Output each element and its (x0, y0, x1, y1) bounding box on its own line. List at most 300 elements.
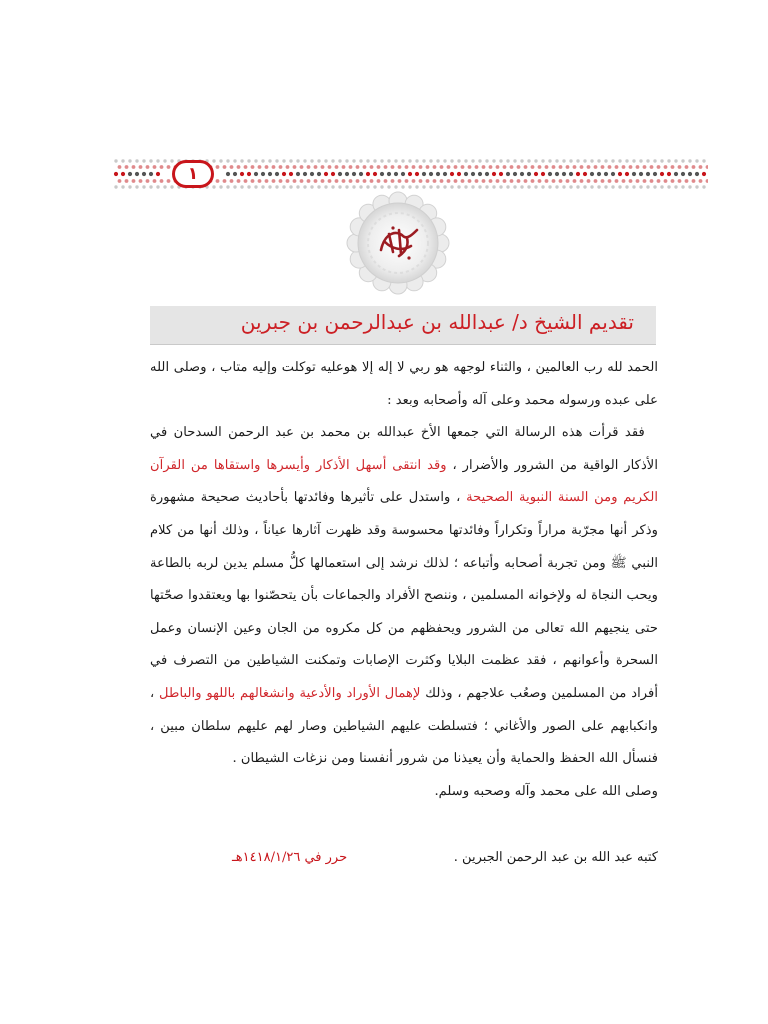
decorative-dot (527, 159, 530, 162)
decorative-dot (296, 185, 299, 188)
decorative-dot (695, 185, 698, 188)
decorative-dot (499, 185, 502, 188)
decorative-dot (254, 172, 258, 176)
decorative-dot (555, 159, 558, 162)
decorative-dot (293, 165, 297, 169)
decorative-dot (688, 159, 691, 162)
decorative-dot (681, 172, 685, 176)
decorative-dot (632, 159, 635, 162)
decorative-dot (261, 185, 264, 188)
decorative-dot (622, 165, 626, 169)
decorative-dot (545, 179, 549, 183)
decorative-dot (625, 159, 628, 162)
decorative-dot (534, 159, 537, 162)
decorative-dot (604, 185, 607, 188)
decorative-dot (293, 179, 297, 183)
decorative-dot (503, 179, 507, 183)
decorative-dot (576, 172, 580, 176)
decorative-dot (541, 185, 544, 188)
decorative-dot (370, 165, 374, 169)
decorative-dot (415, 159, 418, 162)
decorative-dot (317, 159, 320, 162)
decorative-dot (398, 179, 402, 183)
decorative-dot (429, 159, 432, 162)
decorative-dot (699, 179, 703, 183)
decorative-dot (604, 159, 607, 162)
decorative-dot (373, 172, 377, 176)
decorative-dot (219, 185, 222, 188)
decorative-dot (247, 185, 250, 188)
decorative-dot (618, 172, 622, 176)
decorative-dot (485, 159, 488, 162)
decorative-dot (135, 172, 139, 176)
decorative-dot (391, 165, 395, 169)
decorative-dot (303, 172, 307, 176)
decorative-dot (422, 159, 425, 162)
decorative-dot (506, 172, 510, 176)
decorative-dot (384, 165, 388, 169)
decorative-dot (436, 159, 439, 162)
decorative-dot (359, 159, 362, 162)
decorative-dot (223, 165, 227, 169)
decorative-dot (527, 185, 530, 188)
decorative-dot (636, 179, 640, 183)
decorative-dot (548, 159, 551, 162)
decorative-dot (331, 185, 334, 188)
decorative-dot (114, 159, 117, 162)
decorative-dot (387, 185, 390, 188)
decorative-dot (454, 165, 458, 169)
decorative-dot (447, 165, 451, 169)
decorative-dot (702, 185, 705, 188)
decorative-dot (363, 165, 367, 169)
decorative-dot (230, 165, 234, 169)
decorative-dot (531, 179, 535, 183)
decorative-dot (121, 159, 124, 162)
decorative-dot (482, 165, 486, 169)
decorative-dot (125, 179, 129, 183)
decorative-dot (678, 179, 682, 183)
decorative-dot (272, 165, 276, 169)
decorative-dot (226, 172, 230, 176)
decorative-dot (541, 172, 545, 176)
decorative-dot (328, 179, 332, 183)
decorative-dot (135, 159, 138, 162)
decorative-dot (594, 165, 598, 169)
decorative-dot (471, 185, 474, 188)
decorative-dot (331, 172, 335, 176)
decorative-dot (545, 165, 549, 169)
decorative-dot (562, 159, 565, 162)
decorative-dot (275, 172, 279, 176)
decorative-dot (223, 179, 227, 183)
decorative-dot (520, 159, 523, 162)
foreword-body (150, 352, 658, 808)
decorative-dot (706, 179, 708, 183)
decorative-dot (513, 172, 517, 176)
decorative-dot (580, 179, 584, 183)
decorative-dot (552, 179, 556, 183)
decorative-dot (643, 179, 647, 183)
decorative-dot (380, 185, 383, 188)
decorative-dot (653, 185, 656, 188)
decorative-dot (216, 165, 220, 169)
decorative-dot (146, 165, 150, 169)
decorative-dot (678, 165, 682, 169)
decorative-dot (328, 165, 332, 169)
decorative-dot (121, 185, 124, 188)
decorative-dot (527, 172, 531, 176)
decorative-dot (475, 179, 479, 183)
decorative-dot (674, 172, 678, 176)
decorative-dot (489, 179, 493, 183)
decorative-dot (338, 159, 341, 162)
decorative-dot (436, 172, 440, 176)
decorative-dot (601, 165, 605, 169)
decorative-dot (321, 179, 325, 183)
decorative-dot (622, 179, 626, 183)
decorative-dot (506, 185, 509, 188)
decorative-dot (387, 172, 391, 176)
decorative-dot (412, 179, 416, 183)
decorative-dot (118, 179, 122, 183)
decorative-dot (394, 185, 397, 188)
decorative-dot (237, 165, 241, 169)
decorative-dot (356, 165, 360, 169)
decorative-dot (706, 165, 708, 169)
decorative-dot (401, 172, 405, 176)
decorative-dot (352, 159, 355, 162)
decorative-dot (569, 159, 572, 162)
decorative-dot (132, 179, 136, 183)
decorative-dot (464, 185, 467, 188)
decorative-dot (573, 179, 577, 183)
decorative-dot (258, 179, 262, 183)
decorative-dot (440, 165, 444, 169)
decorative-dot (230, 179, 234, 183)
decorative-dot (408, 159, 411, 162)
decorative-dot (415, 172, 419, 176)
decorative-dot (548, 172, 552, 176)
decorative-dot (667, 172, 671, 176)
decorative-dot (422, 185, 425, 188)
decorative-dot (538, 179, 542, 183)
decorative-dot (261, 172, 265, 176)
decorative-dot (275, 185, 278, 188)
decorative-dot (415, 185, 418, 188)
decorative-dot (674, 185, 677, 188)
decorative-dot (597, 185, 600, 188)
decorative-dot (384, 179, 388, 183)
decorative-dot (237, 179, 241, 183)
decorative-dot (692, 179, 696, 183)
decorative-dot (695, 159, 698, 162)
decorative-dot (636, 165, 640, 169)
decorative-dot (156, 159, 159, 162)
decorative-dot (653, 159, 656, 162)
decorative-dot (118, 165, 122, 169)
decorative-dot (244, 165, 248, 169)
decorative-dot (601, 179, 605, 183)
decorative-dot (443, 159, 446, 162)
decorative-dot (265, 179, 269, 183)
decorative-dot (524, 165, 528, 169)
decorative-dot (212, 185, 215, 188)
decorative-dot (142, 159, 145, 162)
decorative-dot (170, 185, 173, 188)
decorative-dot (135, 185, 138, 188)
decorative-dot (436, 185, 439, 188)
decorative-dot (664, 179, 668, 183)
decorative-dot (576, 159, 579, 162)
decorative-dot (695, 172, 699, 176)
decorative-dot (660, 159, 663, 162)
decorative-dot (615, 179, 619, 183)
decorative-dot (478, 185, 481, 188)
decorative-dot (485, 172, 489, 176)
decorative-dot (611, 185, 614, 188)
decorative-dot (608, 165, 612, 169)
decorative-dot (650, 179, 654, 183)
decorative-dot (366, 172, 370, 176)
decorative-dot (307, 165, 311, 169)
decorative-dot (338, 185, 341, 188)
decorative-dot (562, 185, 565, 188)
decorative-dot (625, 185, 628, 188)
decorative-dot (233, 159, 236, 162)
decorative-dot (345, 172, 349, 176)
decorative-dot (338, 172, 342, 176)
decorative-dot (426, 165, 430, 169)
decorative-dot (667, 185, 670, 188)
decorative-dot (387, 159, 390, 162)
decorative-dot (471, 172, 475, 176)
decorative-dot (681, 185, 684, 188)
decorative-dot (128, 172, 132, 176)
decorative-dot (139, 179, 143, 183)
decorative-dot (646, 159, 649, 162)
decorative-dot (160, 179, 164, 183)
decorative-dot (580, 165, 584, 169)
decorative-dot (314, 165, 318, 169)
decorative-dot (671, 165, 675, 169)
decorative-dot (597, 172, 601, 176)
decorative-dot (548, 185, 551, 188)
decorative-dot (629, 179, 633, 183)
decorative-dot (482, 179, 486, 183)
decorative-dot (317, 172, 321, 176)
decorative-dot (583, 172, 587, 176)
decorative-dot (604, 172, 608, 176)
decorative-dot (268, 159, 271, 162)
decorative-dot (485, 185, 488, 188)
decorative-dot (153, 179, 157, 183)
decorative-dot (492, 185, 495, 188)
paragraph-text: ، وانكبابهم على الصور والأغاني ؛ فتسلطت عليهم الشياطين وصار لهم عليهم سلطان مبين ، فنسأل الله الحفظ والحماية وأن يعيذنا من شرور أنفسنا ومن نزغات الشيطان . (150, 685, 658, 767)
decorative-dot (559, 165, 563, 169)
decorative-dot (471, 159, 474, 162)
decorative-dot (618, 159, 621, 162)
decorative-dot (632, 172, 636, 176)
decorative-dot (510, 165, 514, 169)
decorative-dot (653, 172, 657, 176)
decorative-dot (394, 172, 398, 176)
decorative-dot (443, 185, 446, 188)
decorative-dot (282, 172, 286, 176)
decorative-dot (342, 165, 346, 169)
decorative-dot (394, 159, 397, 162)
decorative-dot (352, 172, 356, 176)
decorative-dot (443, 172, 447, 176)
decorative-dot (639, 159, 642, 162)
decorative-dot (531, 165, 535, 169)
decorative-dot (356, 179, 360, 183)
decorative-dot (566, 165, 570, 169)
decorative-dot (359, 185, 362, 188)
closing-salutation: وصلى الله على محمد وآله وصحبه وسلم. (434, 783, 658, 799)
decorative-dot (370, 179, 374, 183)
decorative-dot (587, 179, 591, 183)
decorative-dot (419, 165, 423, 169)
decorative-dot (258, 165, 262, 169)
decorative-dot (233, 185, 236, 188)
decorative-dot (349, 165, 353, 169)
decorative-dot (310, 185, 313, 188)
decorative-dot (468, 179, 472, 183)
decorative-dot (433, 179, 437, 183)
decorative-dot (254, 159, 257, 162)
decorative-dot (289, 159, 292, 162)
decorative-dot (429, 172, 433, 176)
decorative-dot (555, 185, 558, 188)
decorative-dot (426, 179, 430, 183)
decorative-dot (681, 159, 684, 162)
decorative-dot (524, 179, 528, 183)
decorative-dot (513, 185, 516, 188)
decorative-dot (373, 159, 376, 162)
decorative-dot (457, 159, 460, 162)
decorative-dot (300, 165, 304, 169)
decorative-dot (212, 159, 215, 162)
decorative-dot (583, 159, 586, 162)
decorative-dot (534, 172, 538, 176)
decorative-dot (447, 179, 451, 183)
decorative-dot (475, 165, 479, 169)
decorative-dot (552, 165, 556, 169)
decorative-dot (345, 159, 348, 162)
highlighted-text: وقد انتقى أسهل الأذكار وأيسرها واستقاها من القرآن الكريم ومن السنة النبوية الصحيحة (150, 457, 658, 506)
decorative-dot (660, 185, 663, 188)
decorative-dot (380, 159, 383, 162)
decorative-dot (282, 185, 285, 188)
decorative-dot (303, 159, 306, 162)
decorative-dot (128, 159, 131, 162)
decorative-dot (499, 172, 503, 176)
decorative-dot (405, 179, 409, 183)
decorative-dot (142, 185, 145, 188)
decorative-dot (219, 159, 222, 162)
decorative-dot (408, 172, 412, 176)
decorative-dot (688, 172, 692, 176)
decorative-dot (170, 159, 173, 162)
decorative-dot (296, 159, 299, 162)
decorative-dot (615, 165, 619, 169)
decorative-dot (114, 185, 117, 188)
decorative-dot (310, 172, 314, 176)
decorative-dot (163, 159, 166, 162)
bismillah-ornament (345, 190, 451, 296)
decorative-dot (688, 185, 691, 188)
decorative-dot (520, 185, 523, 188)
decorative-dot (569, 185, 572, 188)
decorative-dot (496, 165, 500, 169)
decorative-dot (268, 185, 271, 188)
decorative-dot (702, 172, 706, 176)
decorative-dot (692, 165, 696, 169)
highlighted-text: لإهمال الأوراد والأدعية وانشغالهم باللهو والباطل (159, 685, 421, 701)
decorative-dot (566, 179, 570, 183)
decorative-dot (153, 165, 157, 169)
decorative-dot (520, 172, 524, 176)
decorative-dot (464, 172, 468, 176)
decorative-dot (541, 159, 544, 162)
decorative-dot (349, 179, 353, 183)
decorative-dot (321, 165, 325, 169)
decorative-dot (233, 172, 237, 176)
decorative-dot (125, 165, 129, 169)
decorative-dot (405, 165, 409, 169)
page-number-badge (172, 160, 214, 188)
document-title: تقديم الشيخ د/ عبدالله بن عبدالرحمن بن جبرين (240, 310, 634, 334)
decorative-dot (685, 165, 689, 169)
decorative-dot (251, 165, 255, 169)
decorative-dot (359, 172, 363, 176)
decorative-dot (391, 179, 395, 183)
decorative-dot (625, 172, 629, 176)
decorative-dot (590, 159, 593, 162)
decorative-dot (324, 159, 327, 162)
decorative-dot (282, 159, 285, 162)
decorative-dot (352, 185, 355, 188)
decorative-dot (363, 179, 367, 183)
decorative-dot (275, 159, 278, 162)
decorative-dot (433, 165, 437, 169)
decorative-dot (345, 185, 348, 188)
decorative-dot (226, 185, 229, 188)
decorative-dot (429, 185, 432, 188)
decorative-dot (664, 165, 668, 169)
decorative-dot (366, 185, 369, 188)
decorative-dot (594, 179, 598, 183)
decorative-dot (611, 159, 614, 162)
decorative-dot (296, 172, 300, 176)
decorative-dot (419, 179, 423, 183)
decorative-dot (492, 159, 495, 162)
decorative-dot (657, 179, 661, 183)
decorative-dot (279, 179, 283, 183)
decorative-dot (380, 172, 384, 176)
decorative-dot (534, 185, 537, 188)
decorative-dot (167, 165, 171, 169)
decorative-dot (300, 179, 304, 183)
decorative-dot (324, 185, 327, 188)
decorative-dot (468, 165, 472, 169)
decorative-dot (559, 179, 563, 183)
decorative-dot (408, 185, 411, 188)
decorative-dot (324, 172, 328, 176)
decorative-dot (667, 159, 670, 162)
decorative-dot (639, 172, 643, 176)
